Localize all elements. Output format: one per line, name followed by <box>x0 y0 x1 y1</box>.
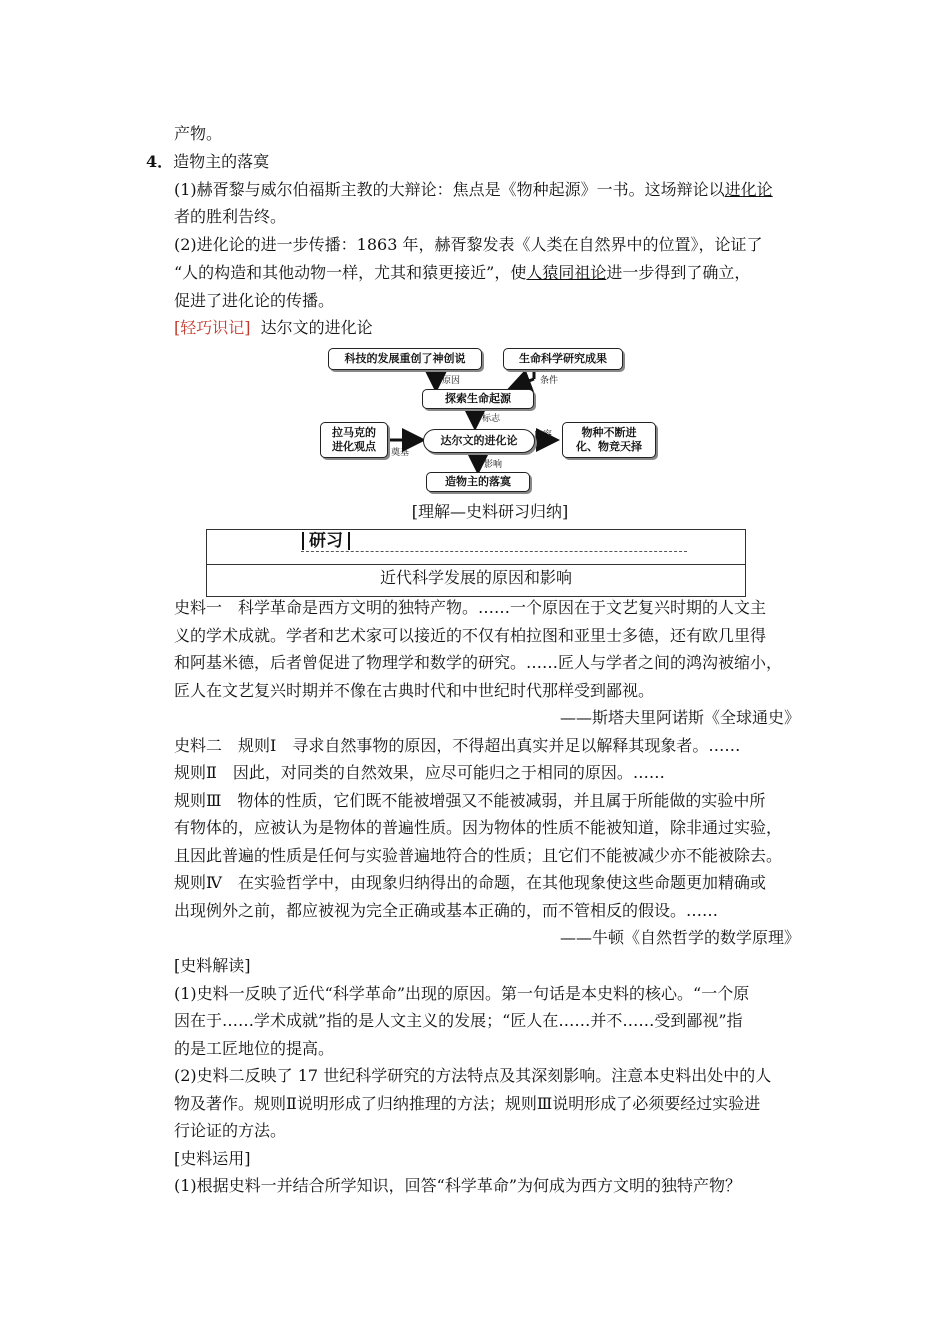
dashed-divider <box>301 551 687 552</box>
text-line: 史料二 规则Ⅰ 寻求自然事物的原因，不得超出真实并足以解释其现象者。…… <box>174 736 741 755</box>
node-creator-decline: 造物主的落寞 <box>426 472 530 492</box>
text-line <box>174 318 373 338</box>
text-line: 产物。 <box>174 124 223 143</box>
edge-label-condition: 条件 <box>540 376 559 386</box>
box-divider <box>207 564 745 565</box>
node-darwin: 达尔文的进化论 <box>423 429 535 453</box>
text-line: 行论证的方法。 <box>174 1121 287 1140</box>
heading-text: 造物主的落寞 <box>173 152 270 171</box>
subheading: [史料解读] <box>174 956 251 975</box>
node-lamarck: 拉马克的 进化观点 <box>320 422 388 458</box>
text-span: “人的构造和其他动物一样，尤其和猿更接近”，使 <box>174 263 527 282</box>
text-line: 的是工匠地位的提高。 <box>174 1039 335 1058</box>
text-line: 规则Ⅳ 在实验哲学中，由现象归纳得出的命题，在其他现象使这些命题更加精确或 <box>174 873 766 892</box>
text-line <box>174 180 773 200</box>
text-line <box>174 263 750 283</box>
text-line: 者的胜利告终。 <box>174 207 287 226</box>
text-line: 匠人在文艺复兴时期并不像在古典时代和中世纪时代那样受到鄙视。 <box>174 681 655 700</box>
text-span: 进一步得到了确立， <box>606 263 751 282</box>
text-line: 且因此普遍的性质是任何与实验普遍地符合的性质；且它们不能被减少亦不能被除去。 <box>174 846 783 865</box>
text-span: (1)赫胥黎与威尔伯福斯主教的大辩论：焦点是《物种起源》一书。这场辩论以 <box>174 180 725 199</box>
subheading: [史料运用] <box>174 1149 251 1168</box>
edge-label-content: 内容 <box>534 430 553 440</box>
text-line: 规则Ⅱ 因此，对同类的自然效果，应尽可能归之于相同的原因。…… <box>174 763 665 782</box>
node-top-right: 生命科学研究成果 <box>503 348 623 370</box>
edge-label-mark: 标志 <box>482 414 501 424</box>
study-caption: 近代科学发展的原因和影响 <box>379 568 572 587</box>
underlined-term: 人猿同祖论 <box>526 263 607 282</box>
flowchart <box>310 345 660 495</box>
heading-text: 达尔文的进化论 <box>260 318 373 337</box>
source-citation: ——牛顿《自然哲学的数学原理》 <box>559 928 800 947</box>
study-box <box>206 529 746 597</box>
text-line: 物及著作。规则Ⅱ说明形成了归纳推理的方法；规则Ⅲ说明形成了必须要经过实验进 <box>174 1094 761 1113</box>
text-line: 史料一 科学革命是西方文明的独特产物。……一个原因在于文艺复兴时期的人文主 <box>174 598 767 617</box>
text-line: (2)进化论的进一步传播：1863 年，赫胥黎发表《人类在自然界中的位置》，论证了 <box>174 235 763 254</box>
underlined-term: 进化论 <box>724 180 773 199</box>
section-tag: [轻巧识记] <box>174 318 251 337</box>
text-line: (1)史料一反映了近代“科学革命”出现的原因。第一句话是本史料的核心。“一个原 <box>174 984 750 1003</box>
section-title: [理解—史料研习归纳] <box>411 502 569 521</box>
edge-label-foundation: 奠基 <box>391 448 410 458</box>
text-line: 因在于……学术成就”指的是人文主义的发展；“匠人在……并不……受到鄙视”指 <box>174 1011 743 1030</box>
edge-label-influence: 影响 <box>484 460 503 470</box>
text-line: 有物体的，应被认为是物体的普遍性质。因为物体的性质不能被知道，除非通过实验， <box>174 818 783 837</box>
list-number: 4． <box>146 152 174 171</box>
text-line: 出现例外之前，都应被视为完全正确或基本正确的，而不管相反的假设。…… <box>174 901 719 920</box>
text-line: 和阿基米德，后者曾促进了物理学和数学的研究。……匠人与学者之间的鸿沟被缩小， <box>174 653 783 672</box>
edge-label-reason: 原因 <box>442 376 461 386</box>
text-line: (2)史料二反映了 17 世纪科学研究的方法特点及其深刻影响。注意本史料出处中的人 <box>174 1066 772 1085</box>
text-line: 规则Ⅲ 物体的性质，它们既不能被增强又不能被减弱，并且属于所能做的实验中所 <box>174 791 766 810</box>
source-citation: ——斯塔夫里阿诺斯《全球通史》 <box>559 708 800 727</box>
study-tag: 研习 <box>302 532 350 550</box>
node-species: 物种不断进 化、物竞天择 <box>562 422 656 458</box>
node-explore-origin: 探索生命起源 <box>422 389 534 409</box>
list-item-4 <box>146 152 269 172</box>
text-line: 义的学术成就。学者和艺术家可以接近的不仅有柏拉图和亚里士多德，还有欧几里得 <box>174 626 767 645</box>
text-line: 促进了进化论的传播。 <box>174 291 335 310</box>
node-top-left: 科技的发展重创了神创说 <box>328 348 482 370</box>
question-line: (1)根据史料一并结合所学知识，回答“科学革命”为何成为西方文明的独特产物？ <box>174 1176 742 1195</box>
